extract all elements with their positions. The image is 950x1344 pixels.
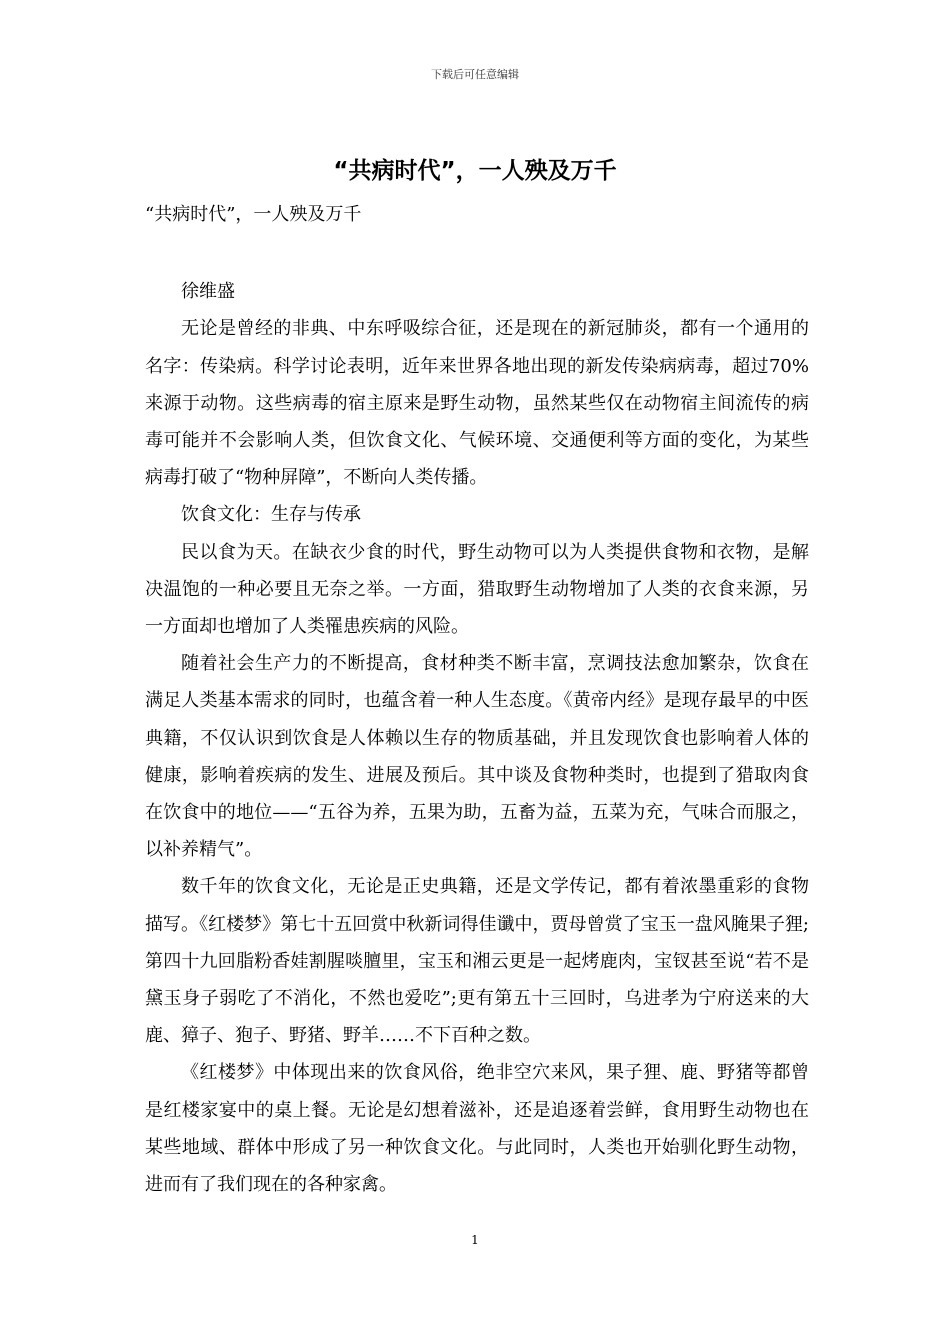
document-subtitle: “共病时代”，一人殃及万千 bbox=[145, 204, 362, 225]
paragraph-food-as-heaven: 民以食为天。在缺衣少食的时代，野生动物可以为人类提供食物和衣物，是解决温饱的一种必要且无奈之举。一方面，猎取野生动物增加了人类的衣食来源，另一方面却也增加了人类罹患疾病的风险。 bbox=[145, 541, 809, 638]
paragraph-huangdi-neijing: 随着社会生产力的不断提高，食材种类不断丰富，烹调技法愈加繁杂，饮食在满足人类基本需求的同时，也蕴含着一种人生态度。《黄帝内经》是现存最早的中医典籍，不仅认识到饮食是人体赖以生存的物质基础，并且发现饮食也影响着人体的健康，影响着疾病的发生、进展及预后。其中谈及食物种类时，也提到了猎取肉食在饮食中的地位——“五谷为养，五果为助，五畜为益，五菜为充，气味合而服之，以补养精气”。 bbox=[145, 653, 809, 861]
blank-line bbox=[145, 233, 809, 273]
paragraph-dream-of-red-chamber: 数千年的饮食文化，无论是正史典籍，还是文学传记，都有着浓墨重彩的食物描写。《红楼梦》第七十五回赏中秋新词得佳谶中，贾母曾赏了宝玉一盘风腌果子狸;第四十九回脂粉香娃割腥啖膻里，宝玉和湘云更是一起烤鹿肉，宝钗甚至说“若不是黛玉身子弱吃了不消化，不然也爱吃”;更有第五十三回时，乌进孝为宁府送来的大鹿、獐子、狍子、野猪、野羊……不下百种之数。 bbox=[145, 876, 809, 1047]
section-heading-diet-culture: 饮食文化：生存与传承 bbox=[181, 504, 361, 526]
page-header-note: 下载后可任意编辑 bbox=[431, 68, 519, 81]
author-name: 徐维盛 bbox=[181, 281, 235, 303]
document-title: “共病时代”，一人殃及万千 bbox=[333, 158, 617, 184]
document-body bbox=[145, 196, 809, 1203]
paragraph-food-customs: 《红楼梦》中体现出来的饮食风俗，绝非空穴来风，果子狸、鹿、野猪等都曾是红楼家宴中的桌上餐。无论是幻想着滋补，还是追逐着尝鲜，食用野生动物也在某些地域、群体中形成了另一种饮食文化。与此同时，人类也开始驯化野生动物，进而有了我们现在的各种家禽。 bbox=[145, 1062, 809, 1196]
paragraph-intro: 无论是曾经的非典、中东呼吸综合征，还是现在的新冠肺炎，都有一个通用的名字：传染病。科学讨论表明，近年来世界各地出现的新发传染病病毒，超过70%来源于动物。这些病毒的宿主原来是野生动物，虽然某些仅在动物宿主间流传的病毒可能并不会影响人类，但饮食文化、气候环境、交通便利等方面的变化，为某些病毒打破了“物种屏障”，不断向人类传播。 bbox=[145, 318, 809, 489]
page-number: 1 bbox=[471, 1233, 479, 1247]
